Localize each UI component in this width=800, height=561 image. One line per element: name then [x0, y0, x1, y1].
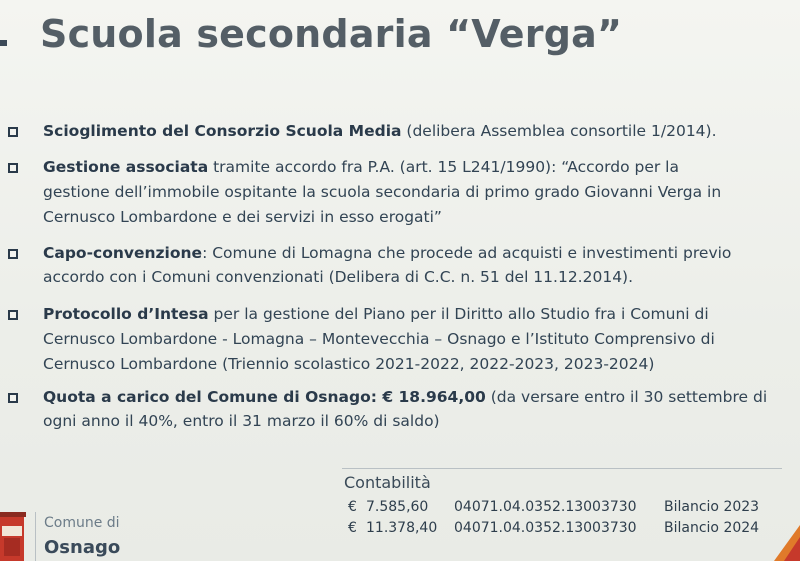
bullet-line: Cernusco Lombardone (Triennio scolastico 2021-2022, 2022-2023, 2023-2024) [43, 355, 655, 373]
footer-divider [35, 512, 36, 561]
comune-label: Comune di [44, 515, 120, 531]
checkbox-bullet-icon [8, 249, 18, 259]
currency: € [348, 520, 357, 536]
bullet-bold: Protocollo d’Intesa [43, 305, 209, 323]
slide-title: Scuola secondaria “Verga” [40, 12, 623, 56]
bullet-text [43, 386, 767, 409]
bullet-line: ogni anno il 40%, entro il 31 marzo il 60% di saldo) [43, 412, 440, 430]
title-marker [0, 40, 7, 46]
bullet-text [43, 242, 731, 265]
budget-year: Bilancio 2023 [664, 499, 760, 515]
bullet-bold: Capo-convenzione [43, 244, 203, 262]
checkbox-bullet-icon [8, 393, 18, 403]
bullet-line: (da versare entro il 30 settembre di [485, 388, 768, 406]
amount: 11.378,40 [366, 520, 438, 536]
budget-year: Bilancio 2024 [664, 520, 760, 536]
amount: 7.585,60 [366, 499, 429, 515]
checkbox-bullet-icon [8, 127, 18, 137]
checkbox-bullet-icon [8, 163, 18, 173]
contabilita-title: Contabilità [344, 473, 431, 492]
bullet-line: accordo con i Comuni convenzionati (Delibera di C.C. n. 51 del 11.12.2014). [43, 268, 634, 286]
divider [342, 468, 782, 469]
budget-code: 04071.04.0352.13003730 [454, 520, 637, 536]
bullet-bold: Scioglimento del Consorzio Scuola Media [43, 122, 402, 140]
bullet-line: per la gestione del Piano per il Diritto allo Studio fra i Comuni di [208, 305, 709, 323]
comune-name: Osnago [44, 537, 121, 558]
currency: € [348, 499, 357, 515]
bullet-text [43, 120, 717, 143]
bullet-line: Cernusco Lombardone e dei servizi in esso erogati” [43, 208, 442, 226]
bullet-line: tramite accordo fra P.A. (art. 15 L241/1990): “Accordo per la [208, 158, 679, 176]
bullet-bold: Quota a carico del Comune di Osnago: € 18.964,00 [43, 388, 486, 406]
corner-accent-icon [770, 525, 800, 561]
bullet-text [43, 303, 709, 326]
coat-of-arms-icon [0, 512, 30, 561]
budget-code: 04071.04.0352.13003730 [454, 499, 637, 515]
bullet-bold: Gestione associata [43, 158, 209, 176]
bullet-text [43, 156, 679, 179]
bullet-line: Cernusco Lombardone - Lomagna – Montevecchia – Osnago e l’Istituto Comprensivo di [43, 330, 715, 348]
checkbox-bullet-icon [8, 310, 18, 320]
bullet-line: gestione dell’immobile ospitante la scuola secondaria di primo grado Giovanni Verga in [43, 183, 722, 201]
bullet-line: : Comune di Lomagna che procede ad acquisti e investimenti previo [202, 244, 732, 262]
bullet-line: (delibera Assemblea consortile 1/2014). [401, 122, 717, 140]
